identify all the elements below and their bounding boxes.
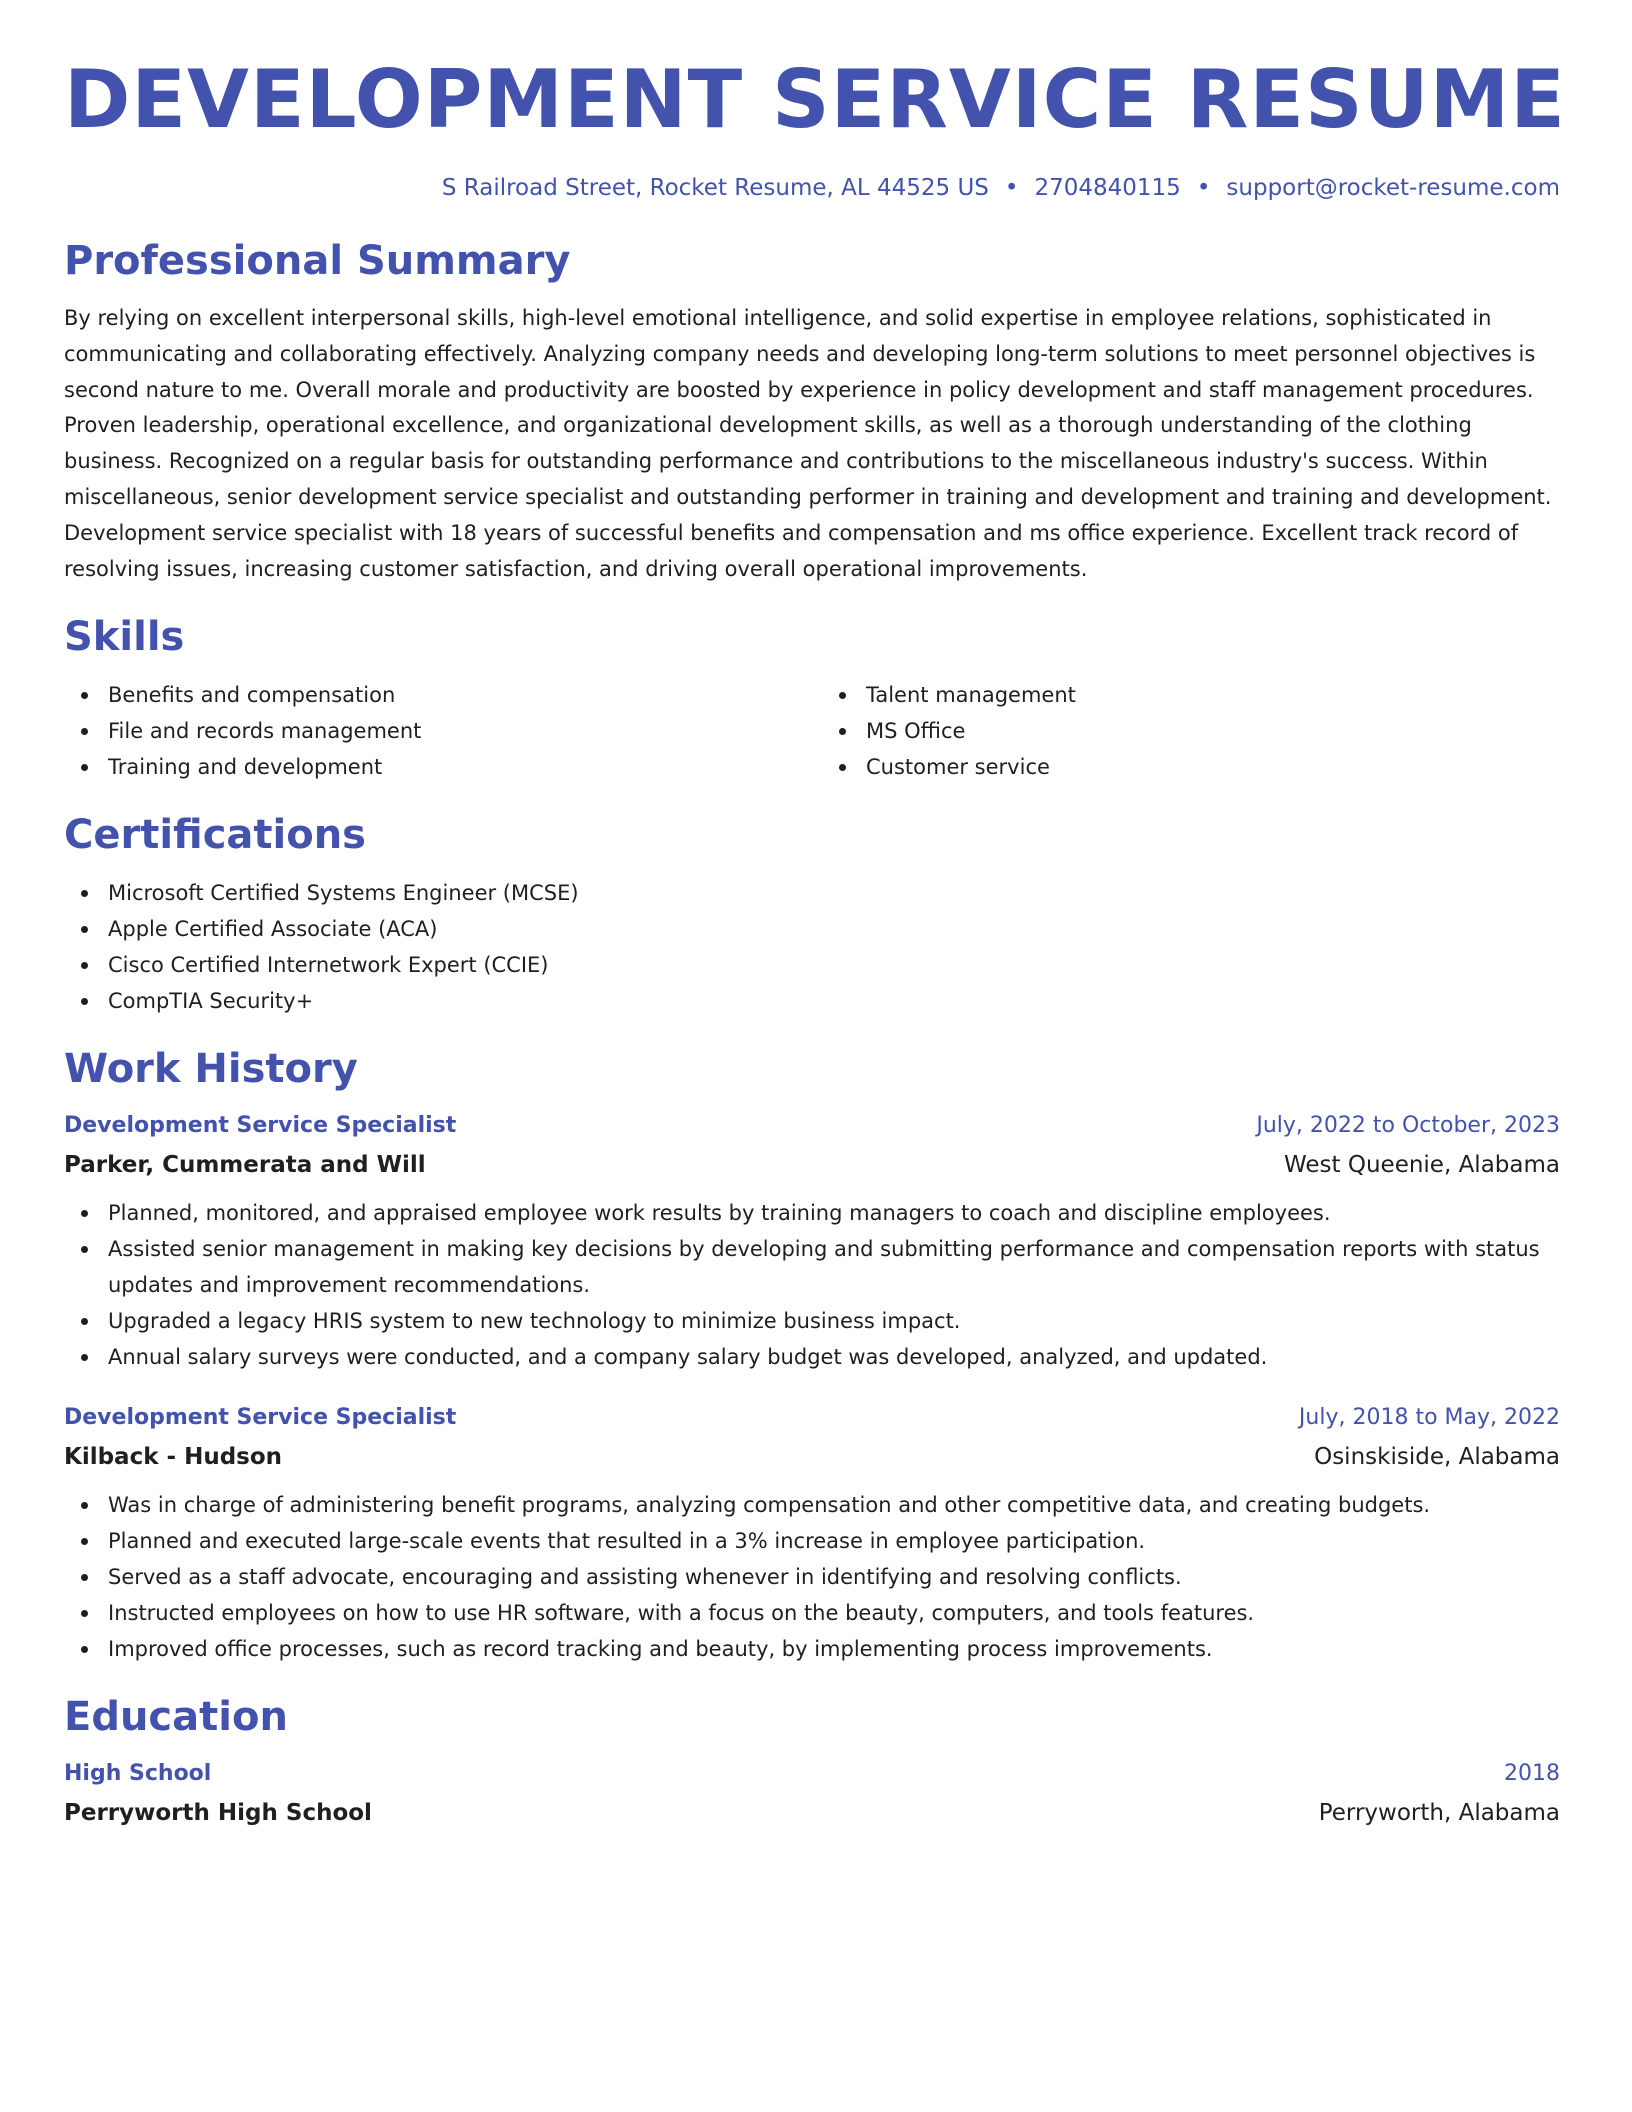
skill-item: Customer service [822,749,1560,785]
certification-item: Apple Certified Associate (ACA) [64,911,1560,947]
contact-phone: 2704840115 [1034,175,1181,201]
certification-item: Microsoft Certified Systems Engineer (MCSE) [64,875,1560,911]
job-bullet: Assisted senior management in making key decisions by developing and submitting performance and compensation reports with status updates and improvement recommendations. [64,1231,1560,1303]
job-dates: July, 2018 to May, 2022 [1298,1405,1560,1431]
resume-title: DEVELOPMENT SERVICE RESUME [64,53,1566,146]
job-subheader [64,1145,1560,1185]
job-employer: Parker, Cummerata and Will [64,1152,426,1179]
resume-page [64,50,1566,1833]
job-bullet: Served as a staff advocate, encouraging and assisting whenever in identifying and resolving conflicts. [64,1559,1560,1595]
education-subheader [64,1793,1560,1833]
skills-section [64,609,1560,785]
contact-address: S Railroad Street, Rocket Resume, AL 44525 US [441,175,989,201]
job-bullet: Planned and executed large-scale events that resulted in a 3% increase in employee participation. [64,1523,1560,1559]
section-title-certifications: Certifications [64,812,366,859]
job-entry [64,1399,1560,1667]
summary-text: By relying on excellent interpersonal skills, high-level emotional intelligence, and solid expertise in employee relations, sophisticated in communicating and collaborating effectively. Analyzing company needs and developing long-term solutions to meet personnel objectives is second nature to me. Overall morale and productivity are boosted by experience in policy development and staff management procedures. Proven leadership, operational excellence, and organizational development skills, as well as a thorough understanding of the clothing business. Recognized on a regular basis for outstanding performance and contributions to the miscellaneous industry's success. Within miscellaneous, senior development service specialist and outstanding performer in training and development and training and development. Development service specialist with 18 years of successful benefits and compensation and ms office experience. Excellent track record of resolving issues, increasing customer satisfaction, and driving overall operational improvements. [64,306,1552,581]
education-section [64,1689,1560,1833]
skills-right-list [822,677,1560,785]
job-bullet: Annual salary surveys were conducted, and a company salary budget was developed, analyzed, and updated. [64,1339,1560,1375]
job-header [64,1399,1560,1437]
job-bullet: Upgraded a legacy HRIS system to new technology to minimize business impact. [64,1303,1560,1339]
skill-item: Benefits and compensation [64,677,802,713]
education-location: Perryworth, Alabama [1318,1800,1560,1827]
section-title-education: Education [64,1694,288,1741]
job-entry [64,1107,1560,1375]
job-location: West Queenie, Alabama [1284,1152,1560,1179]
certification-item: CompTIA Security+ [64,983,1560,1019]
job-bullets [64,1487,1560,1667]
job-bullet: Was in charge of administering benefit programs, analyzing compensation and other competitive data, and creating budgets. [64,1487,1560,1523]
job-subheader [64,1437,1560,1477]
skills-left-list [64,677,802,785]
section-title-skills: Skills [64,614,185,661]
job-employer: Kilback - Hudson [64,1444,283,1471]
section-title-work-history: Work History [64,1046,358,1093]
certifications-section [64,807,1560,1019]
skills-grid [64,677,1560,785]
job-title: Development Service Specialist [64,1405,457,1431]
job-title: Development Service Specialist [64,1113,457,1139]
skill-item: File and records management [64,713,802,749]
contact-separator: • [1004,175,1019,201]
education-school: Perryworth High School [64,1800,372,1827]
job-bullet: Planned, monitored, and appraised employee work results by training managers to coach and discipline employees. [64,1195,1560,1231]
section-title-summary: Professional Summary [64,238,571,284]
contact-separator: • [1196,175,1211,201]
job-location: Osinskiside, Alabama [1314,1444,1560,1471]
certification-item: Cisco Certified Internetwork Expert (CCIE) [64,947,1560,983]
education-header [64,1755,1560,1793]
skill-item: Training and development [64,749,802,785]
certifications-list [64,875,1560,1019]
education-year: 2018 [1504,1761,1560,1787]
job-bullet: Improved office processes, such as record tracking and beauty, by implementing process improvements. [64,1631,1560,1667]
contact-line [64,175,1560,201]
skill-item: MS Office [822,713,1560,749]
education-degree: High School [64,1761,212,1787]
job-header [64,1107,1560,1145]
job-bullet: Instructed employees on how to use HR software, with a focus on the beauty, computers, and tools features. [64,1595,1560,1631]
job-dates: July, 2022 to October, 2023 [1256,1113,1560,1139]
summary-section [64,233,1560,587]
skill-item: Talent management [822,677,1560,713]
work-history-section [64,1041,1560,1667]
contact-email: support@rocket-resume.com [1226,175,1560,201]
job-bullets [64,1195,1560,1375]
